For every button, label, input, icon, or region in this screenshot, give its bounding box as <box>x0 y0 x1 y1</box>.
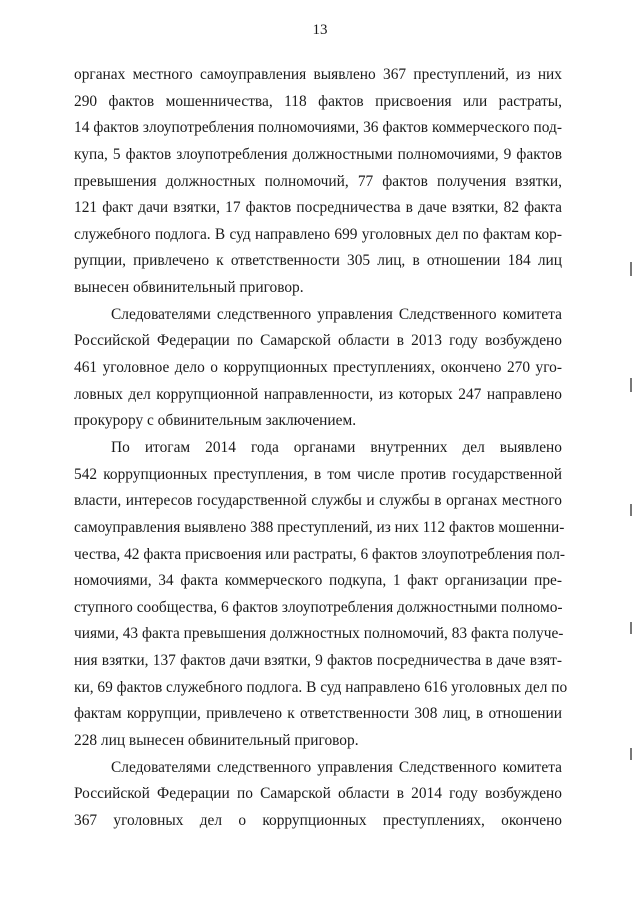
paragraph-3-line-11: фактам коррупции, привлечено к ответственности 308 лиц, в отношении <box>74 705 562 723</box>
paragraph-3-line-12: 228 лиц вынесен обвинительный приговор. <box>74 732 359 750</box>
paragraph-3-line-5: чества, 42 факта присвоения или растраты, 6 фактов злоупотребления пол- <box>74 545 566 563</box>
paragraph-3-line-9: ния взятки, 137 фактов дачи взятки, 9 фактов посредничества в даче взят- <box>74 652 562 670</box>
paragraph-1-line-6: 121 факт дачи взятки, 17 фактов посредничества в даче взятки, 82 факта <box>74 199 562 217</box>
paragraph-3-line-7: ступного сообщества, 6 фактов злоупотребления должностными полномо- <box>74 598 563 616</box>
paragraph-1-line-1: органах местного самоуправления выявлено 367 преступлений, из них <box>74 66 562 83</box>
paragraph-3-line-2: 542 коррупционных преступления, в том числе против государственной <box>74 465 562 483</box>
page-number: 13 <box>312 22 328 38</box>
document-body <box>74 62 568 835</box>
paragraph-2-line-2: Российской Федерации по Самарской области в 2013 году возбуждено <box>74 332 562 350</box>
paragraph-1-line-2: 290 фактов мошенничества, 118 фактов присвоения или растраты, <box>74 92 562 110</box>
paragraph-4-line-3: 367 уголовных дел о коррупционных преступлениях, окончено <box>74 811 562 829</box>
paragraph-3-line-8: чиями, 43 факта превышения должностных полномочий, 83 факта получе- <box>74 625 564 643</box>
paragraph-3-line-3: власти, интересов государственной службы и службы в органах местного <box>74 492 562 510</box>
paragraph-2-line-3: 461 уголовное дело о коррупционных преступлениях, окончено 270 уго- <box>74 359 562 377</box>
paragraph-2-line-1: Следователями следственного управления Следственного комитета <box>111 305 562 323</box>
scan-mark <box>630 504 632 516</box>
paragraph-1-line-3: 14 фактов злоупотребления полномочиями, 36 фактов коммерческого под- <box>74 119 562 137</box>
paragraph-3-line-6: номочиями, 34 факта коммерческого подкупа, 1 факт организации пре- <box>74 572 562 590</box>
paragraph-2-line-5: прокурору с обвинительным заключением. <box>74 412 357 430</box>
paragraph-4-line-1: Следователями следственного управления Следственного комитета <box>111 758 562 776</box>
paragraph-1-line-4: купа, 5 фактов злоупотребления должностными полномочиями, 9 фактов <box>74 145 562 163</box>
scan-mark <box>630 748 632 760</box>
paragraph-1-line-9: вынесен обвинительный приговор. <box>74 279 304 297</box>
paragraph-3-line-4: самоуправления выявлено 388 преступлений, из них 112 фактов мошенни- <box>74 518 565 536</box>
paragraph-4-line-2: Российской Федерации по Самарской области в 2014 году возбуждено <box>74 785 562 803</box>
scan-mark <box>630 378 632 392</box>
paragraph-1-line-8: рупции, привлечено к ответственности 305 лиц, в отношении 184 лиц <box>74 252 562 270</box>
scan-mark <box>630 622 632 634</box>
scan-mark <box>630 262 632 276</box>
paragraph-2-line-4: ловных дел коррупционной направленности, из которых 247 направлено <box>74 385 562 403</box>
paragraph-1-line-5: превышения должностных полномочий, 77 фактов получения взятки, <box>74 172 562 190</box>
paragraph-3-line-1: По итогам 2014 года органами внутренних дел выявлено <box>111 438 562 456</box>
paragraph-1-line-7: служебного подлога. В суд направлено 699 уголовных дел по фактам кор- <box>74 225 562 243</box>
paragraph-3-line-10: ки, 69 фактов служебного подлога. В суд направлено 616 уголовных дел по <box>74 678 568 696</box>
